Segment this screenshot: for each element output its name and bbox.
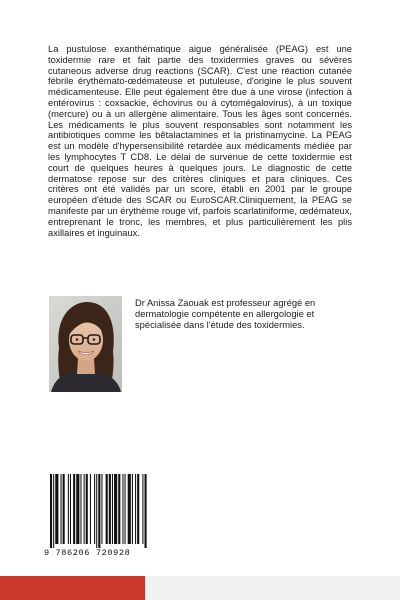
- barcode-bar: [128, 474, 131, 544]
- back-cover-blurb: La pustulose exanthématique aigue généralisée (PEAG) est une toxidermie rare et fait partie des toxidermies graves ou sévères cutaneous adverse drug reactions (SCAR). C'est une réaction cutanée fébrile érythémato-œdémateuse et putuleuse, d'origine le plus souvent médicamenteuse. Elle peut également être due à une virose (infection à entérovirus : coxsackie, échovirus ou à cytomégalovirus), à un toxique (mercure) ou à un allergène alimentaire. Tous les âges sont concernés. Les médicaments le plus souvent responsables sont notamment les antibiotiques comme les bêtalactamines et la pristinamycine. La PEAG est un modèle d'hypersensibilité retardée aux médicaments médiée par les lymphocytes T CD8. Le délai de survenue de cette toxidermie est court de quelques heures à quelques jours. Le diagnostic de cette dermatose repose sur des critères cliniques et para cliniques. Ces critères ont été validés par un score, établi en 2001 par le groupe européen d'étude des SCAR ou EuroSCAR.Cliniquement, la PEAG se manifeste par un érythème rouge vif, parfois scarlatiniforme, œdémateux, entreprenant le tronc, les membres, et plus particulièrement les plis axillaires et inguinaux.: [48, 44, 352, 238]
- barcode-bar: [142, 474, 143, 544]
- barcode-bar: [50, 474, 52, 548]
- barcode-bar: [55, 474, 58, 544]
- barcode-bar: [132, 474, 133, 544]
- barcode-bar: [112, 474, 113, 544]
- barcode-bar: [68, 474, 69, 544]
- barcode-bar: [101, 474, 102, 544]
- barcode-bar: [98, 474, 100, 548]
- barcode-bar: [73, 474, 75, 544]
- barcode-bar: [106, 474, 108, 544]
- barcode-bar: [84, 474, 85, 544]
- footer-band: [0, 576, 400, 600]
- footer-band-accent: [0, 576, 145, 600]
- barcode-bar: [135, 474, 136, 544]
- isbn-digits: 9 786206 720928: [44, 548, 131, 558]
- barcode-bar: [90, 474, 91, 544]
- barcode-bar: [70, 474, 71, 544]
- author-photo: [49, 296, 122, 392]
- barcode-bars: [50, 474, 178, 548]
- barcode-bar: [63, 474, 65, 544]
- barcode-bar: [86, 474, 88, 544]
- barcode-bar: [114, 474, 117, 544]
- barcode-bar: [109, 474, 111, 544]
- barcode-bar: [96, 474, 97, 548]
- isbn-barcode: [44, 474, 182, 562]
- barcode-bar: [125, 474, 126, 544]
- barcode-bar: [80, 474, 81, 544]
- barcode-bar: [53, 474, 54, 548]
- barcode-bar: [76, 474, 79, 544]
- barcode-bar: [118, 474, 120, 544]
- barcode-bar: [94, 474, 95, 544]
- author-bio: Dr Anissa Zaouak est professeur agrégé en dermatologie compétente en allergologie et spécialisée dans l'étude des toxidermies.: [135, 298, 316, 331]
- barcode-bar: [122, 474, 123, 544]
- barcode-bar: [145, 474, 147, 548]
- barcode-bar: [137, 474, 139, 544]
- barcode-bar: [61, 474, 62, 544]
